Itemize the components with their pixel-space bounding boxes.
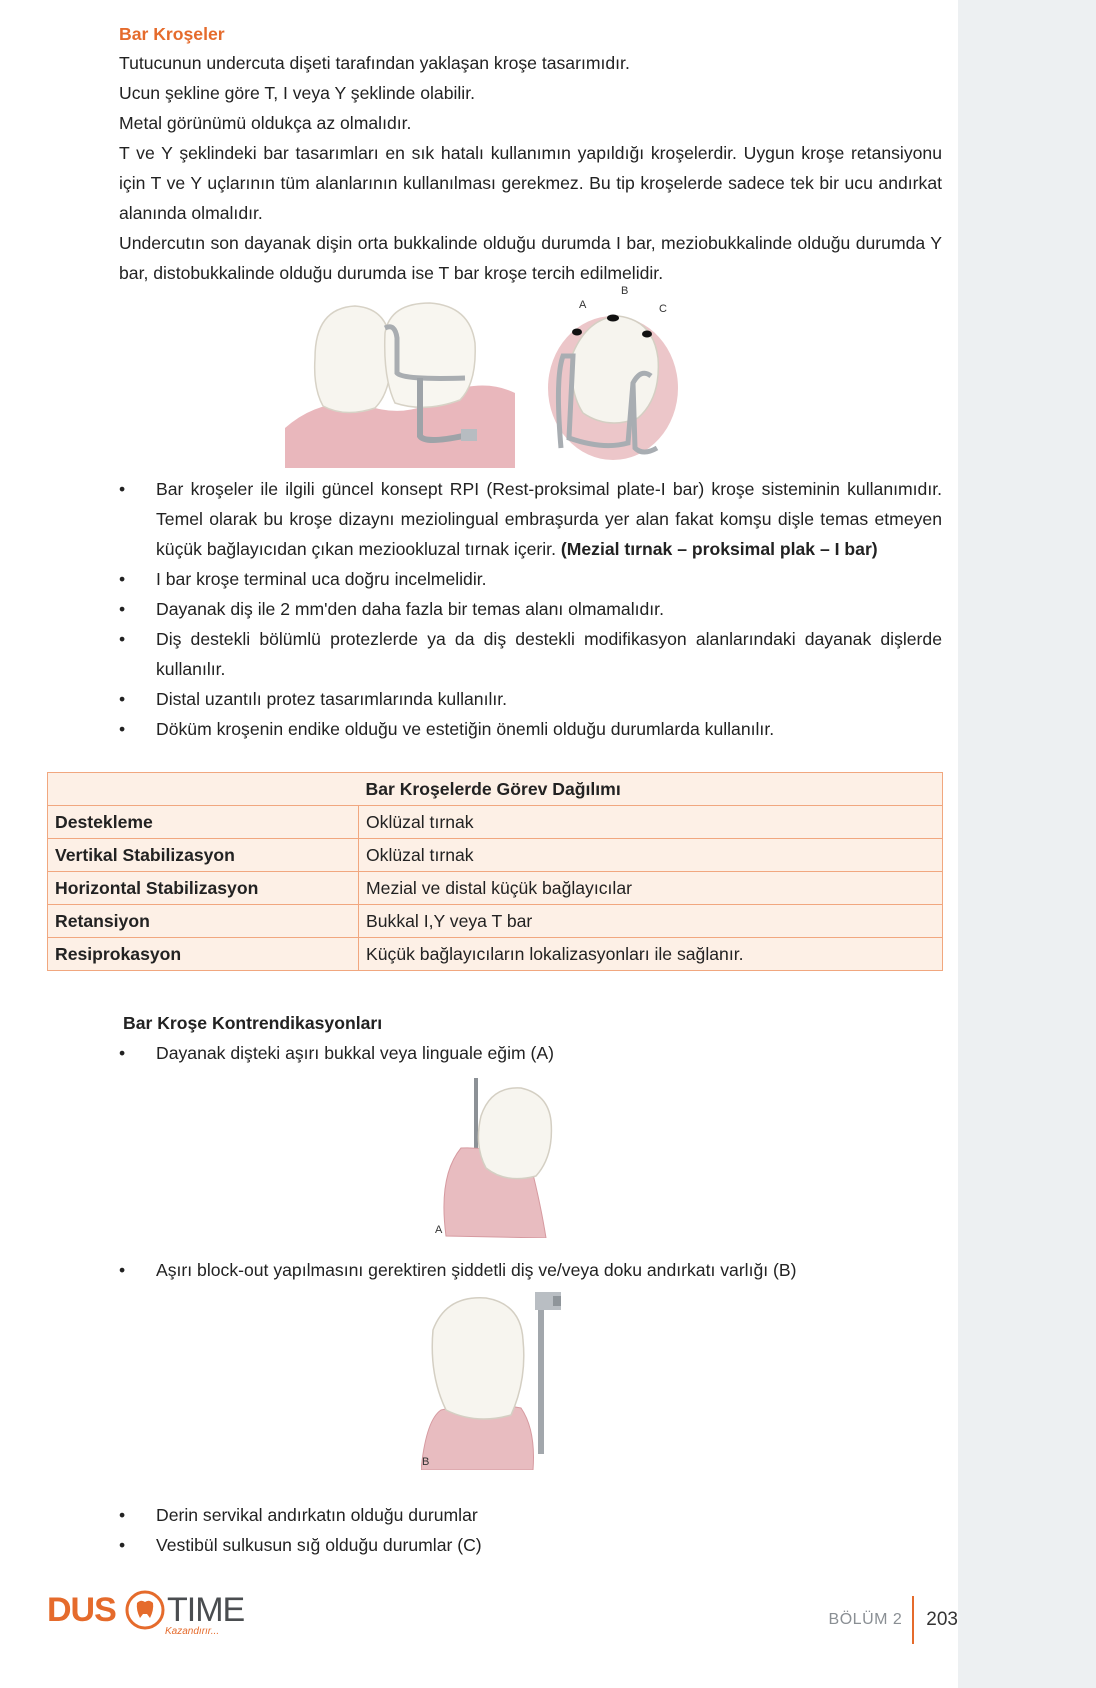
bullet-icon: •: [119, 479, 126, 499]
main-content: [119, 20, 942, 744]
table-row: [48, 905, 943, 938]
task-distribution-table: [47, 772, 943, 971]
list-item: [119, 684, 942, 714]
list-item: [119, 564, 942, 594]
table-row-value: Bukkal I,Y veya T bar: [359, 905, 943, 938]
bullet-text: Diş destekli bölümlü protezlerde ya da diş destekli modifikasyon alanlarındaki dayanak dişlerde kullanılır.: [156, 629, 942, 679]
table-title: Bar Kroşelerde Görev Dağılımı: [359, 773, 943, 806]
table-row-value: Oklüzal tırnak: [359, 839, 943, 872]
list-item: [119, 1038, 942, 1068]
bullet-text: Vestibül sulkusun sığ olduğu durumlar (C): [156, 1535, 482, 1555]
contraindications-title: Bar Kroşe Kontrendikasyonları: [123, 1013, 383, 1033]
point-c-marker: [642, 331, 652, 338]
table-header-row: [48, 773, 943, 806]
point-b-marker: [607, 315, 619, 322]
intro-line-1: Tutucunun undercuta dişeti tarafından yaklaşan kroşe tasarımıdır.: [119, 53, 630, 73]
bullet-icon: •: [119, 1505, 126, 1525]
table-row: [48, 938, 943, 971]
list-item: [119, 1500, 942, 1530]
bar-clasp-occlusal-illustration: [533, 298, 683, 470]
table-row: [48, 839, 943, 872]
bullet-icon: •: [119, 1260, 126, 1280]
figure-label-b: B: [621, 285, 629, 297]
table-row-value: Oklüzal tırnak: [359, 806, 943, 839]
bullet-icon: •: [119, 1535, 126, 1555]
bullet-icon: •: [119, 1043, 126, 1063]
bullet-icon: •: [119, 599, 126, 619]
figure-label-b: B: [422, 1456, 430, 1468]
list-item: [119, 714, 942, 744]
contraindications-section: [119, 1008, 942, 1068]
logo-dus-text: DUS: [47, 1591, 116, 1629]
page-number-block: [829, 1600, 958, 1640]
page-divider: [912, 1596, 914, 1644]
table-row-label: Vertikal Stabilizasyon: [48, 839, 359, 872]
bullet-icon: •: [119, 629, 126, 649]
bar-clasp-side-illustration: [285, 298, 515, 468]
list-item: [119, 594, 942, 624]
table-row-label: Horizontal Stabilizasyon: [48, 872, 359, 905]
table-row-label: Retansiyon: [48, 905, 359, 938]
tilted-tooth-illustration-a: [436, 1076, 576, 1238]
bullet-icon: •: [119, 569, 126, 589]
bullet-icon: •: [119, 719, 126, 739]
list-item: [119, 1255, 942, 1285]
figure-label-a: A: [579, 299, 587, 311]
list-item: [119, 624, 942, 684]
point-a-marker: [572, 329, 582, 336]
contraindications-more: [119, 1500, 942, 1560]
intro-line-2: Ucun şekline göre T, I veya Y şeklinde olabilir.: [119, 83, 475, 103]
list-item: [119, 474, 942, 564]
brand-logo: [47, 1588, 267, 1636]
rpi-text: Bar kroşeler ile ilgili güncel konsept RPI (Rest-proksimal plate-I bar) kroşe sisteminin kullanımıdır. Temel olarak bu kroşe dizaynı meziolingual embraşurda yer alan fakat komşu dişle temas etmeyen küçük bağlayıcıdan çıkan meziookluzal tırnak içerir.: [156, 479, 942, 559]
figure-label-c: C: [659, 303, 667, 315]
logo-tagline: Kazandırır...: [165, 1626, 220, 1637]
intro-paragraph-4: T ve Y şeklindeki bar tasarımları en sık hatalı kullanımın yapıldığı kroşelerdir. Uygun kroşe retansiyonu için T ve Y uçlarının tüm alanlarının kullanılması gerekmez. Bu tip kroşelerde sadece tek bir ucu andırkat alanında olmalıdır.: [119, 143, 942, 223]
bar-clasp-figures: [119, 285, 942, 470]
bullet-text: I bar kroşe terminal uca doğru incelmelidir.: [156, 569, 487, 589]
bar-clasp-bullet-list: [119, 474, 942, 744]
logo-time-text: TIME: [167, 1591, 245, 1629]
table-row: [48, 806, 943, 839]
page-number: 203: [926, 1609, 958, 1630]
chapter-label: BÖLÜM 2: [828, 1611, 903, 1628]
tooth-logo-icon: [125, 1590, 165, 1630]
bullet-text: Dayanak diş ile 2 mm'den daha fazla bir temas alanı olmamalıdır.: [156, 599, 664, 619]
list-item: [119, 1530, 942, 1560]
table-row-value: Mezial ve distal küçük bağlayıcılar: [359, 872, 943, 905]
section-title: Bar Kroşeler: [119, 24, 225, 44]
bullet-text: Derin servikal andırkatın olduğu durumlar: [156, 1505, 478, 1525]
bullet-text: Döküm kroşenin endike olduğu ve estetiğin önemli olduğu durumlarda kullanılır.: [156, 719, 775, 739]
figure-label-a: A: [435, 1224, 443, 1236]
bullet-icon: •: [119, 689, 126, 709]
table-row: [48, 872, 943, 905]
rpi-bold-text: (Mezial tırnak – proksimal plak – I bar): [560, 539, 878, 559]
bullet-text: Distal uzantılı protez tasarımlarında kullanılır.: [156, 689, 508, 709]
table-row-value: Küçük bağlayıcıların lokalizasyonları ile sağlanır.: [359, 938, 943, 971]
page-margin-band: [958, 0, 1096, 1688]
table-row-label: Destekleme: [48, 806, 359, 839]
table-row-label: Resiprokasyon: [48, 938, 359, 971]
intro-paragraph-5: Undercutın son dayanak dişin orta bukkalinde olduğu durumda I bar, meziobukkalinde olduğu durumda Y bar, distobukkalinde olduğu durumda ise T bar kroşe tercih edilmelidir.: [119, 233, 942, 283]
undercut-tooth-illustration-b: [421, 1290, 576, 1470]
contraindication-b: [119, 1255, 942, 1285]
intro-line-3: Metal görünümü oldukça az olmalıdır.: [119, 113, 412, 133]
bullet-text: Dayanak dişteki aşırı bukkal veya linguale eğim (A): [156, 1043, 554, 1063]
bullet-text: Aşırı block-out yapılmasını gerektiren şiddetli diş ve/veya doku andırkatı varlığı (B): [156, 1260, 797, 1280]
